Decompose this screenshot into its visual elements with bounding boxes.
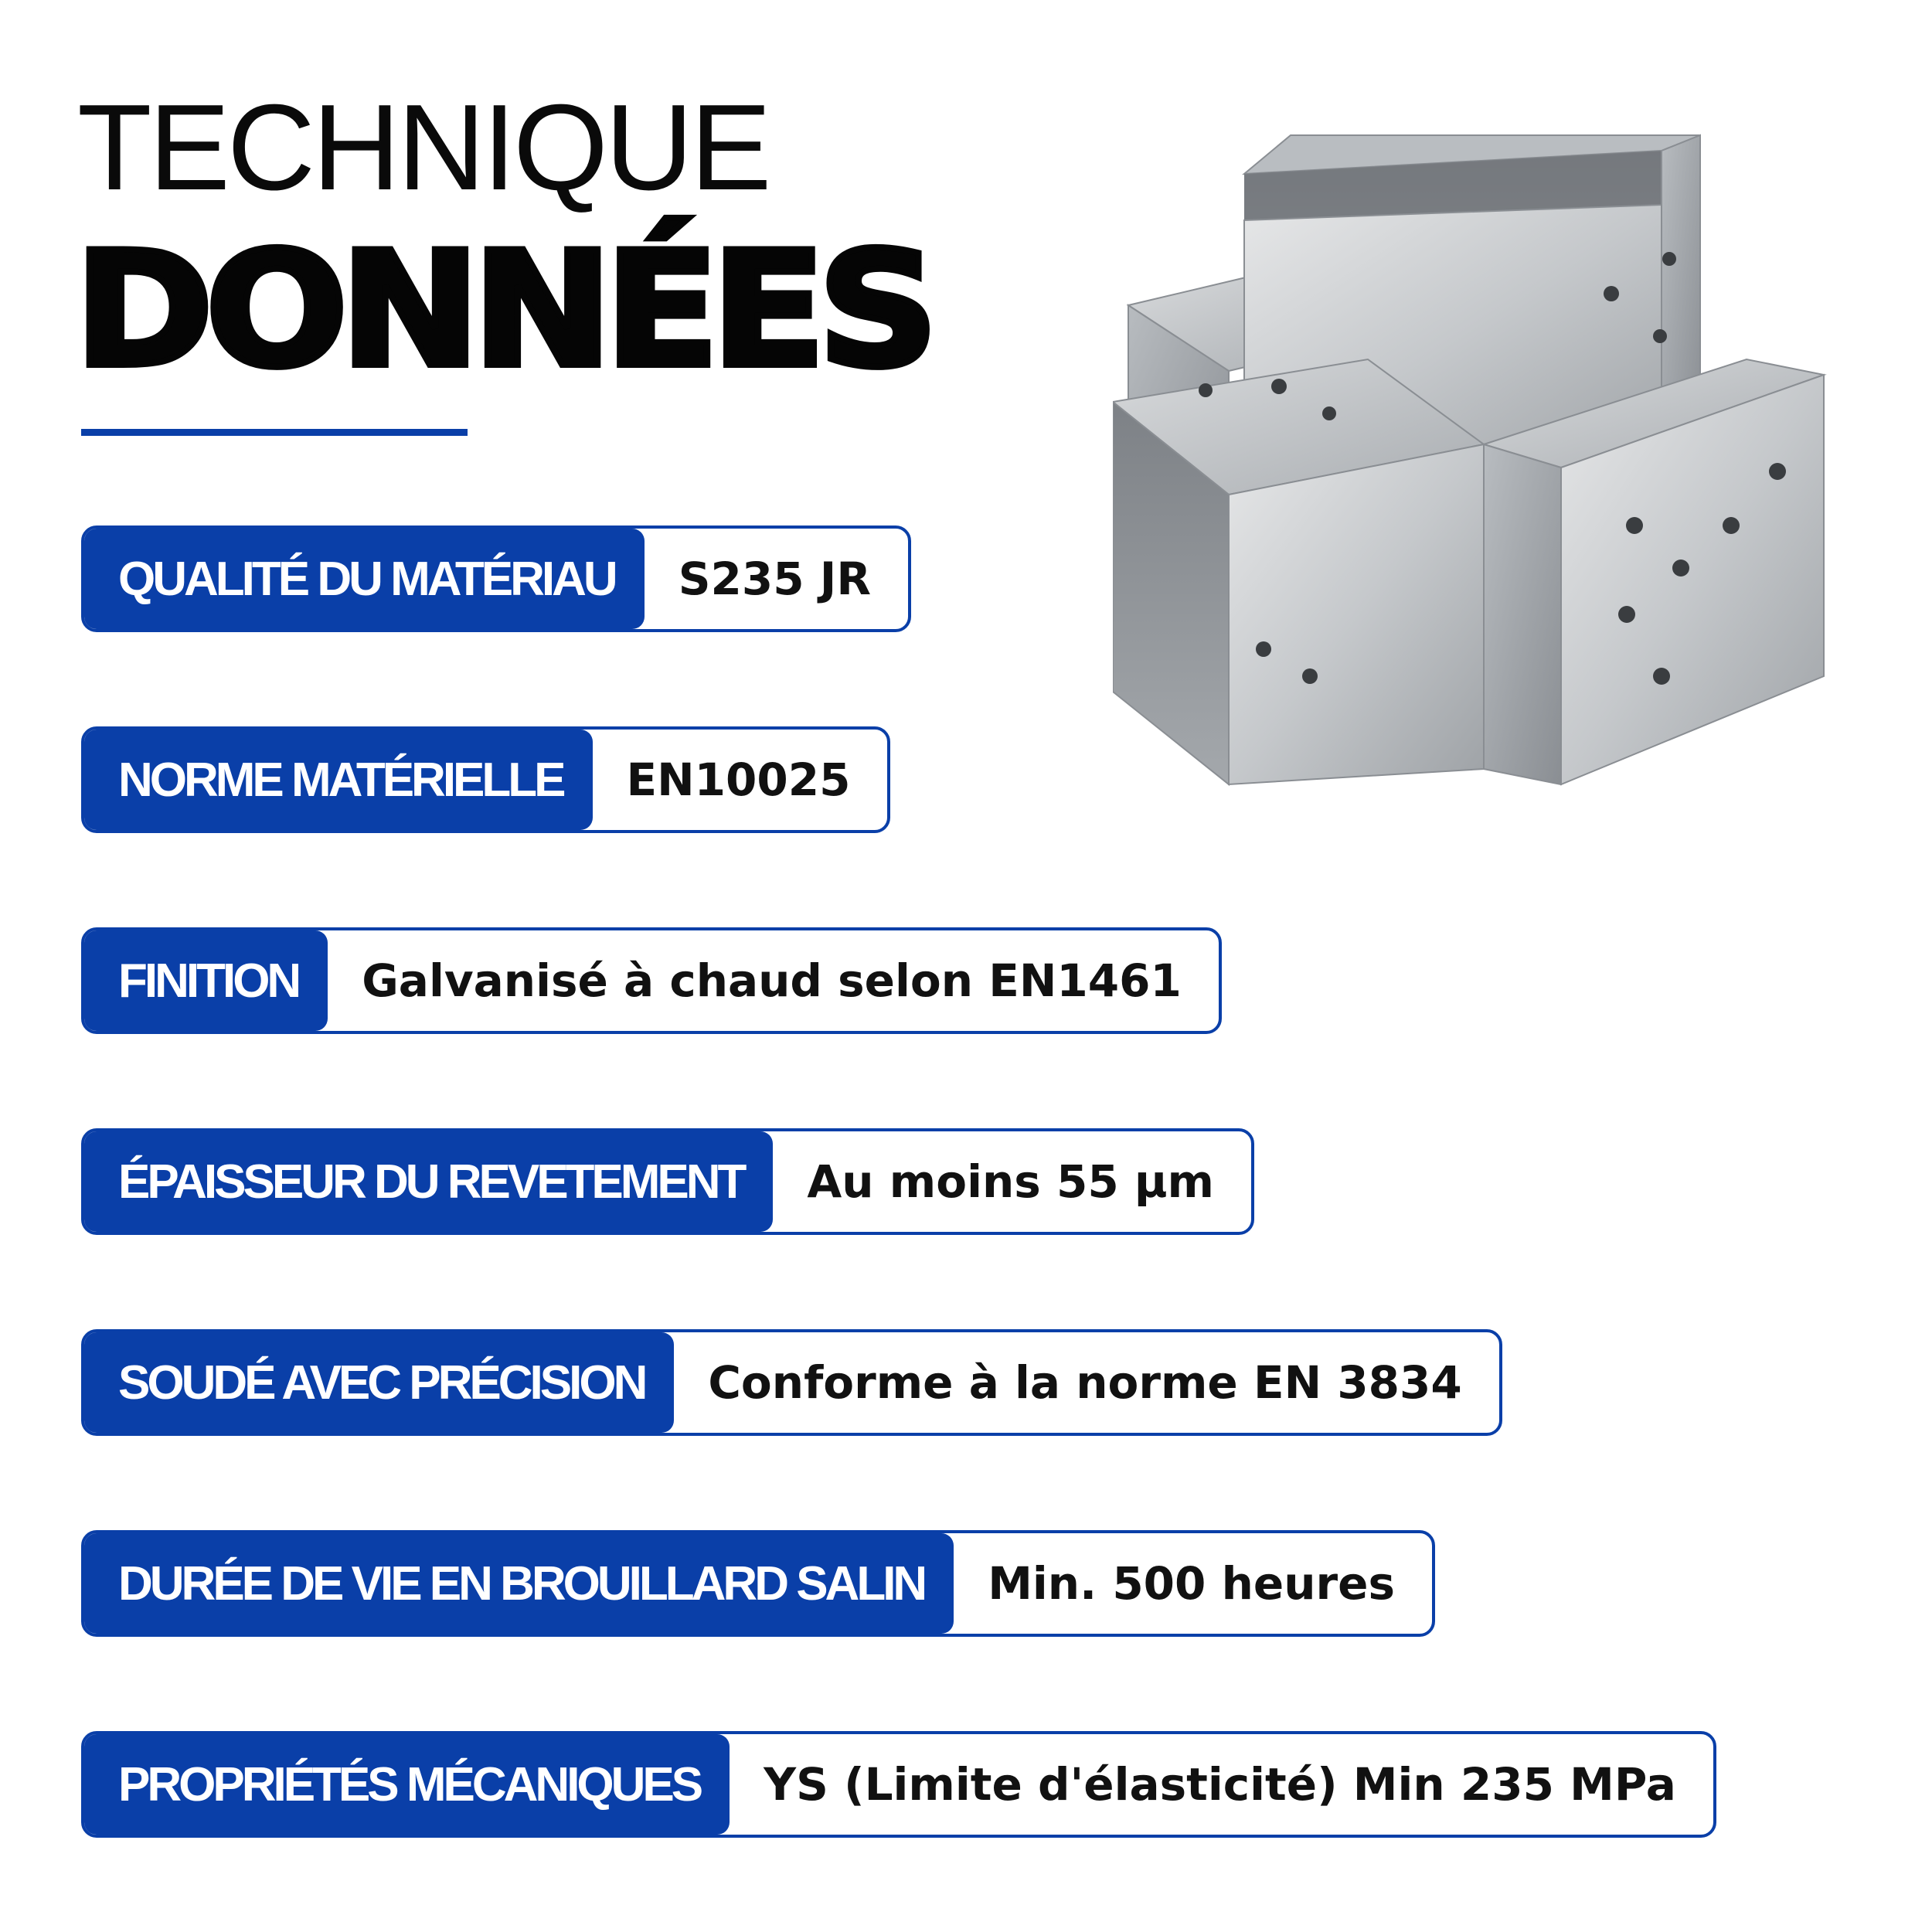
- spec-value: Conforme à la norme EN 3834: [708, 1356, 1462, 1409]
- spec-label: FINITION: [84, 930, 328, 1031]
- spec-value: YS (Limite d'élasticité) Min 235 MPa: [764, 1758, 1676, 1811]
- spec-label: QUALITÉ DU MATÉRIAU: [84, 529, 645, 629]
- spec-label: PROPRIÉTÉS MÉCANIQUES: [84, 1734, 730, 1835]
- spec-value: Min. 500 heures: [988, 1557, 1395, 1610]
- page-title-line2: DONNÉES: [74, 219, 931, 403]
- spec-label: NORME MATÉRIELLE: [84, 730, 593, 830]
- spec-row-salt-spray-life: [81, 1530, 1435, 1637]
- spec-value: Galvanisé à chaud selon EN1461: [362, 954, 1182, 1007]
- spec-value: Au moins 55 µm: [807, 1155, 1214, 1208]
- page-title-line1: TECHNIQUE: [77, 80, 769, 216]
- spec-row-material-standard: [81, 726, 890, 833]
- spec-row-mechanical-properties: [81, 1731, 1716, 1838]
- spec-label: SOUDÉ AVEC PRÉCISION: [84, 1332, 674, 1433]
- spec-label: ÉPAISSEUR DU REVETEMENT: [84, 1131, 773, 1232]
- spec-row-coating-thickness: [81, 1128, 1254, 1235]
- spec-row-precision-welded: [81, 1329, 1502, 1436]
- spec-row-material-quality: [81, 526, 911, 632]
- spec-row-finish: [81, 927, 1222, 1034]
- title-underline: [81, 429, 468, 436]
- spec-label: DURÉE DE VIE EN BROUILLARD SALIN: [84, 1533, 954, 1634]
- spec-value: S235 JR: [678, 553, 871, 605]
- steel-connector-icon: [1113, 104, 1839, 808]
- spec-value: EN10025: [626, 753, 851, 806]
